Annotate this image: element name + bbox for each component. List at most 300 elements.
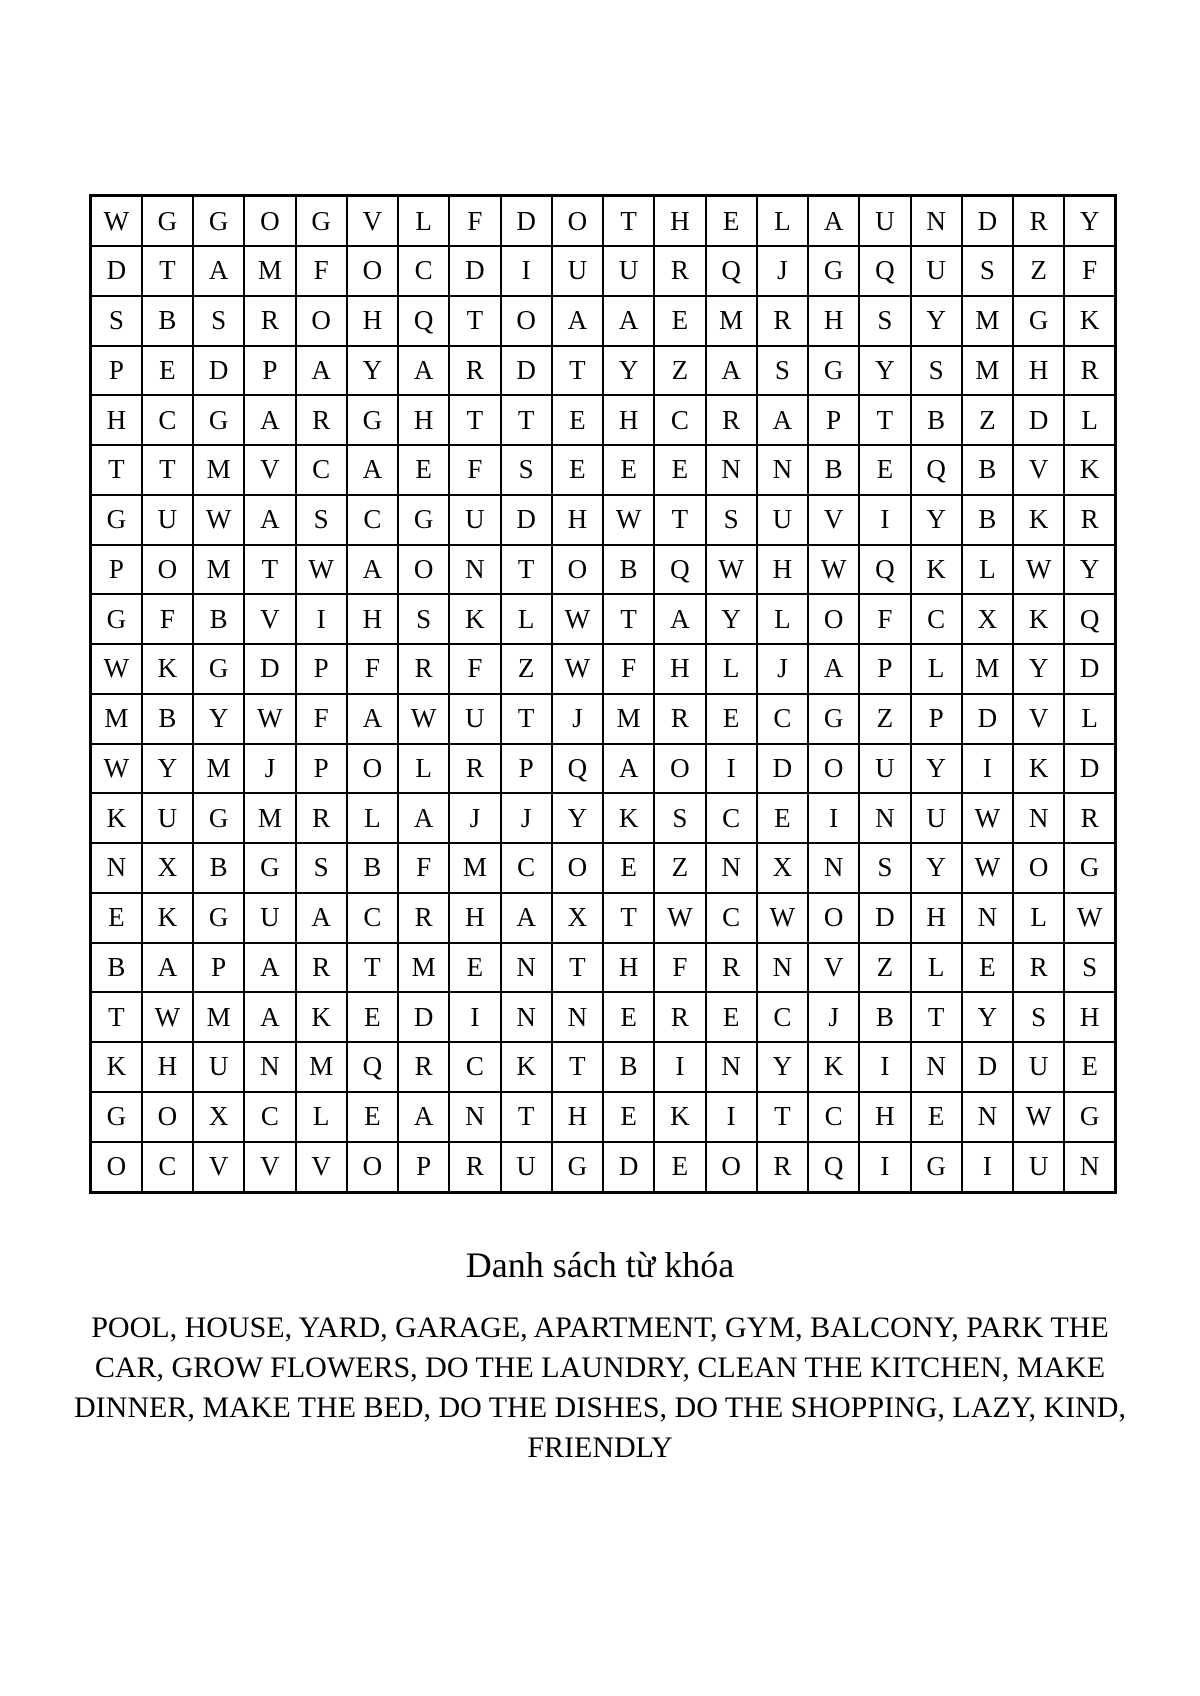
grid-cell: T <box>603 893 654 943</box>
grid-cell: V <box>244 594 295 644</box>
grid-cell: C <box>757 992 808 1042</box>
grid-row <box>91 246 1116 296</box>
grid-cell: J <box>757 644 808 694</box>
grid-cell: T <box>501 1092 552 1142</box>
grid-cell: K <box>1013 744 1064 794</box>
grid-cell: I <box>706 744 757 794</box>
grid-cell: N <box>859 793 910 843</box>
grid-cell: B <box>962 445 1013 495</box>
grid-cell: K <box>449 594 500 644</box>
grid-cell: R <box>757 1142 808 1193</box>
grid-cell: T <box>91 445 142 495</box>
grid-cell: R <box>654 694 705 744</box>
grid-cell: D <box>244 644 295 694</box>
grid-cell: G <box>91 1092 142 1142</box>
grid-cell: Z <box>859 943 910 993</box>
grid-cell: H <box>1013 346 1064 396</box>
grid-cell: W <box>91 196 142 247</box>
grid-cell: A <box>603 744 654 794</box>
grid-cell: N <box>1013 793 1064 843</box>
grid-cell: W <box>962 793 1013 843</box>
grid-cell: B <box>603 1042 654 1092</box>
grid-cell: F <box>296 246 347 296</box>
grid-cell: T <box>142 445 193 495</box>
grid-cell: P <box>91 545 142 595</box>
grid-cell: E <box>654 296 705 346</box>
grid-cell: H <box>552 1092 603 1142</box>
grid-cell: Y <box>142 744 193 794</box>
grid-cell: F <box>296 694 347 744</box>
grid-cell: A <box>654 594 705 644</box>
grid-row <box>91 296 1116 346</box>
grid-cell: W <box>962 843 1013 893</box>
grid-cell: N <box>706 843 757 893</box>
grid-cell: M <box>244 793 295 843</box>
grid-cell: I <box>449 992 500 1042</box>
grid-cell: R <box>398 644 449 694</box>
grid-cell: D <box>757 744 808 794</box>
grid-cell: G <box>808 694 859 744</box>
grid-cell: O <box>808 893 859 943</box>
grid-cell: L <box>501 594 552 644</box>
grid-cell: I <box>859 1142 910 1193</box>
grid-cell: O <box>654 744 705 794</box>
grid-cell: P <box>91 346 142 396</box>
grid-cell: A <box>244 992 295 1042</box>
grid-cell: X <box>757 843 808 893</box>
grid-cell: T <box>603 594 654 644</box>
grid-cell: F <box>654 943 705 993</box>
grid-cell: A <box>296 346 347 396</box>
grid-cell: K <box>91 793 142 843</box>
grid-row <box>91 992 1116 1042</box>
grid-cell: E <box>603 843 654 893</box>
grid-cell: B <box>962 495 1013 545</box>
grid-cell: U <box>1013 1042 1064 1092</box>
grid-row <box>91 395 1116 445</box>
grid-cell: T <box>91 992 142 1042</box>
grid-cell: W <box>603 495 654 545</box>
grid-row <box>91 495 1116 545</box>
keyword-list: POOL, HOUSE, YARD, GARAGE, APARTMENT, GYM, BALCONY, PARK THE CAR, GROW FLOWERS, DO THE LAUNDRY, CLEAN THE KITCHEN, MAKE DINNER, MAKE THE BED, DO THE DISHES, DO THE SHOPPING, LAZY, KIND, FRIENDLY <box>74 1311 1126 1464</box>
grid-cell: E <box>142 346 193 396</box>
grid-cell: W <box>757 893 808 943</box>
grid-cell: C <box>244 1092 295 1142</box>
grid-cell: U <box>449 694 500 744</box>
grid-cell: T <box>142 246 193 296</box>
grid-cell: D <box>91 246 142 296</box>
grid-cell: J <box>449 793 500 843</box>
grid-cell: N <box>449 1092 500 1142</box>
grid-cell: R <box>398 1042 449 1092</box>
grid-cell: Y <box>911 843 962 893</box>
grid-cell: T <box>552 346 603 396</box>
grid-cell: W <box>244 694 295 744</box>
grid-cell: Q <box>859 246 910 296</box>
grid-cell: P <box>501 744 552 794</box>
grid-cell: V <box>808 495 859 545</box>
grid-cell: R <box>1013 196 1064 247</box>
grid-cell: Y <box>1013 644 1064 694</box>
grid-cell: L <box>911 644 962 694</box>
grid-cell: Y <box>962 992 1013 1042</box>
grid-cell: L <box>706 644 757 694</box>
grid-cell: S <box>296 843 347 893</box>
grid-cell: R <box>1064 346 1115 396</box>
grid-cell: O <box>347 1142 398 1193</box>
grid-cell: Z <box>859 694 910 744</box>
grid-cell: A <box>501 893 552 943</box>
grid-cell: K <box>1013 495 1064 545</box>
grid-cell: U <box>142 793 193 843</box>
grid-cell: A <box>808 196 859 247</box>
grid-cell: O <box>91 1142 142 1193</box>
grid-cell: R <box>654 992 705 1042</box>
grid-cell: F <box>142 594 193 644</box>
keyword-list-title: Danh sách từ khóa <box>465 1245 735 1285</box>
grid-cell: P <box>398 1142 449 1193</box>
grid-cell: O <box>808 744 859 794</box>
grid-cell: R <box>296 793 347 843</box>
grid-cell: T <box>552 1042 603 1092</box>
grid-cell: K <box>1013 594 1064 644</box>
grid-cell: Z <box>654 843 705 893</box>
grid-cell: R <box>654 246 705 296</box>
grid-cell: E <box>706 694 757 744</box>
grid-cell: E <box>449 943 500 993</box>
grid-cell: I <box>654 1042 705 1092</box>
grid-cell: U <box>603 246 654 296</box>
grid-cell: B <box>142 296 193 346</box>
grid-cell: C <box>296 445 347 495</box>
grid-cell: Y <box>1064 196 1115 247</box>
grid-cell: Y <box>859 346 910 396</box>
grid-cell: N <box>962 1092 1013 1142</box>
grid-cell: C <box>808 1092 859 1142</box>
grid-cell: H <box>654 196 705 247</box>
grid-cell: W <box>1013 545 1064 595</box>
grid-cell: H <box>757 545 808 595</box>
grid-cell: T <box>347 943 398 993</box>
grid-cell: K <box>296 992 347 1042</box>
grid-cell: D <box>193 346 244 396</box>
grid-cell: W <box>808 545 859 595</box>
grid-cell: A <box>244 943 295 993</box>
grid-cell: Q <box>859 545 910 595</box>
grid-cell: A <box>757 395 808 445</box>
grid-cell: W <box>142 992 193 1042</box>
grid-cell: C <box>654 395 705 445</box>
grid-cell: U <box>501 1142 552 1193</box>
grid-cell: W <box>706 545 757 595</box>
grid-cell: X <box>193 1092 244 1142</box>
grid-cell: A <box>193 246 244 296</box>
grid-cell: Q <box>347 1042 398 1092</box>
grid-cell: S <box>1013 992 1064 1042</box>
grid-cell: D <box>1064 744 1115 794</box>
grid-cell: F <box>603 644 654 694</box>
grid-cell: F <box>398 843 449 893</box>
grid-cell: R <box>296 395 347 445</box>
grid-cell: G <box>808 346 859 396</box>
grid-cell: J <box>552 694 603 744</box>
grid-cell: V <box>244 445 295 495</box>
grid-cell: L <box>398 744 449 794</box>
grid-cell: G <box>91 495 142 545</box>
grid-cell: H <box>1064 992 1115 1042</box>
grid-cell: G <box>1013 296 1064 346</box>
grid-cell: S <box>91 296 142 346</box>
grid-cell: S <box>501 445 552 495</box>
grid-cell: L <box>398 196 449 247</box>
grid-cell: R <box>1064 793 1115 843</box>
grid-cell: H <box>552 495 603 545</box>
grid-cell: J <box>808 992 859 1042</box>
grid-cell: V <box>347 196 398 247</box>
grid-cell: A <box>296 893 347 943</box>
grid-cell: Y <box>552 793 603 843</box>
grid-cell: Y <box>757 1042 808 1092</box>
grid-cell: R <box>449 1142 500 1193</box>
grid-cell: R <box>398 893 449 943</box>
grid-cell: A <box>808 644 859 694</box>
grid-cell: Y <box>911 296 962 346</box>
grid-cell: U <box>859 744 910 794</box>
grid-cell: S <box>193 296 244 346</box>
grid-cell: E <box>347 1092 398 1142</box>
grid-cell: H <box>398 395 449 445</box>
grid-cell: B <box>911 395 962 445</box>
grid-cell: V <box>193 1142 244 1193</box>
grid-cell: R <box>757 296 808 346</box>
grid-cell: I <box>859 495 910 545</box>
grid-cell: Y <box>603 346 654 396</box>
grid-cell: B <box>91 943 142 993</box>
grid-cell: M <box>296 1042 347 1092</box>
grid-cell: R <box>296 943 347 993</box>
grid-cell: V <box>296 1142 347 1193</box>
grid-cell: O <box>398 545 449 595</box>
grid-cell: O <box>1013 843 1064 893</box>
grid-cell: U <box>193 1042 244 1092</box>
grid-cell: E <box>347 992 398 1042</box>
grid-cell: M <box>193 744 244 794</box>
grid-cell: F <box>449 445 500 495</box>
grid-cell: O <box>552 196 603 247</box>
grid-cell: T <box>449 296 500 346</box>
grid-cell: G <box>193 196 244 247</box>
grid-cell: N <box>501 943 552 993</box>
grid-cell: C <box>142 395 193 445</box>
grid-row <box>91 744 1116 794</box>
grid-cell: J <box>757 246 808 296</box>
grid-row <box>91 1042 1116 1092</box>
grid-cell: N <box>962 893 1013 943</box>
grid-cell: A <box>347 445 398 495</box>
grid-cell: M <box>193 445 244 495</box>
grid-cell: H <box>142 1042 193 1092</box>
grid-cell: P <box>296 744 347 794</box>
grid-cell: E <box>654 445 705 495</box>
grid-cell: O <box>552 843 603 893</box>
grid-cell: R <box>1064 495 1115 545</box>
grid-row <box>91 346 1116 396</box>
grid-cell: H <box>859 1092 910 1142</box>
grid-cell: Y <box>1064 545 1115 595</box>
grid-row <box>91 793 1116 843</box>
grid-cell: M <box>398 943 449 993</box>
grid-cell: L <box>347 793 398 843</box>
grid-cell: T <box>244 545 295 595</box>
grid-cell: M <box>962 296 1013 346</box>
grid-cell: M <box>962 644 1013 694</box>
grid-cell: W <box>193 495 244 545</box>
grid-cell: L <box>296 1092 347 1142</box>
grid-cell: O <box>552 545 603 595</box>
grid-cell: Q <box>706 246 757 296</box>
grid-cell: S <box>706 495 757 545</box>
grid-cell: Z <box>501 644 552 694</box>
grid-cell: U <box>911 246 962 296</box>
grid-cell: B <box>193 594 244 644</box>
grid-cell: V <box>1013 694 1064 744</box>
grid-cell: Y <box>347 346 398 396</box>
grid-cell: Z <box>1013 246 1064 296</box>
grid-cell: U <box>142 495 193 545</box>
grid-cell: N <box>706 1042 757 1092</box>
grid-cell: X <box>962 594 1013 644</box>
grid-cell: C <box>449 1042 500 1092</box>
grid-cell: W <box>1064 893 1115 943</box>
grid-cell: E <box>706 196 757 247</box>
grid-cell: F <box>449 196 500 247</box>
grid-cell: T <box>501 694 552 744</box>
grid-cell: G <box>911 1142 962 1193</box>
grid-cell: D <box>1013 395 1064 445</box>
grid-cell: G <box>398 495 449 545</box>
grid-cell: U <box>1013 1142 1064 1193</box>
grid-cell: G <box>142 196 193 247</box>
grid-cell: Y <box>911 744 962 794</box>
grid-cell: A <box>347 545 398 595</box>
grid-cell: Q <box>552 744 603 794</box>
grid-cell: A <box>706 346 757 396</box>
grid-row <box>91 843 1116 893</box>
grid-cell: E <box>859 445 910 495</box>
grid-cell: H <box>91 395 142 445</box>
grid-cell: G <box>193 644 244 694</box>
grid-cell: U <box>757 495 808 545</box>
grid-cell: I <box>962 744 1013 794</box>
grid-cell: L <box>911 943 962 993</box>
grid-cell: N <box>706 445 757 495</box>
grid-cell: E <box>1064 1042 1115 1092</box>
grid-cell: N <box>501 992 552 1042</box>
grid-cell: T <box>654 495 705 545</box>
grid-cell: S <box>962 246 1013 296</box>
grid-cell: L <box>962 545 1013 595</box>
grid-cell: N <box>757 943 808 993</box>
grid-cell: S <box>1064 943 1115 993</box>
grid-cell: T <box>501 545 552 595</box>
grid-cell: K <box>654 1092 705 1142</box>
grid-cell: D <box>501 495 552 545</box>
grid-cell: U <box>911 793 962 843</box>
grid-cell: E <box>757 793 808 843</box>
grid-cell: O <box>347 246 398 296</box>
grid-cell: P <box>193 943 244 993</box>
grid-cell: E <box>603 992 654 1042</box>
grid-cell: O <box>142 1092 193 1142</box>
grid-cell: B <box>193 843 244 893</box>
grid-cell: A <box>244 495 295 545</box>
grid-cell: P <box>808 395 859 445</box>
grid-cell: H <box>808 296 859 346</box>
grid-cell: A <box>552 296 603 346</box>
grid-cell: N <box>552 992 603 1042</box>
grid-cell: C <box>911 594 962 644</box>
grid-row <box>91 445 1116 495</box>
grid-cell: W <box>398 694 449 744</box>
grid-cell: M <box>603 694 654 744</box>
grid-cell: S <box>398 594 449 644</box>
grid-cell: A <box>347 694 398 744</box>
grid-row <box>91 545 1116 595</box>
grid-cell: N <box>808 843 859 893</box>
grid-cell: D <box>962 1042 1013 1092</box>
grid-cell: E <box>603 1092 654 1142</box>
grid-cell: Q <box>398 296 449 346</box>
grid-cell: O <box>347 744 398 794</box>
grid-cell: E <box>706 992 757 1042</box>
grid-cell: D <box>449 246 500 296</box>
grid-cell: P <box>859 644 910 694</box>
grid-cell: W <box>296 545 347 595</box>
grid-cell: R <box>1013 943 1064 993</box>
grid-cell: T <box>552 943 603 993</box>
grid-cell: B <box>808 445 859 495</box>
grid-cell: G <box>552 1142 603 1193</box>
grid-cell: Q <box>1064 594 1115 644</box>
grid-cell: I <box>706 1092 757 1142</box>
grid-cell: T <box>603 196 654 247</box>
grid-cell: A <box>603 296 654 346</box>
grid-cell: U <box>244 893 295 943</box>
grid-cell: S <box>296 495 347 545</box>
grid-cell: E <box>654 1142 705 1193</box>
grid-cell: U <box>552 246 603 296</box>
grid-cell: O <box>142 545 193 595</box>
grid-cell: G <box>1064 843 1115 893</box>
grid-cell: A <box>244 395 295 445</box>
grid-cell: S <box>911 346 962 396</box>
grid-cell: D <box>962 196 1013 247</box>
grid-cell: Q <box>911 445 962 495</box>
grid-cell: H <box>654 644 705 694</box>
grid-cell: L <box>757 594 808 644</box>
grid-cell: E <box>398 445 449 495</box>
grid-cell: R <box>706 395 757 445</box>
grid-cell: E <box>552 395 603 445</box>
grid-cell: R <box>706 943 757 993</box>
grid-cell: F <box>859 594 910 644</box>
grid-cell: J <box>501 793 552 843</box>
grid-cell: R <box>244 296 295 346</box>
grid-cell: H <box>911 893 962 943</box>
grid-cell: G <box>244 843 295 893</box>
grid-cell: D <box>501 196 552 247</box>
grid-cell: T <box>501 395 552 445</box>
